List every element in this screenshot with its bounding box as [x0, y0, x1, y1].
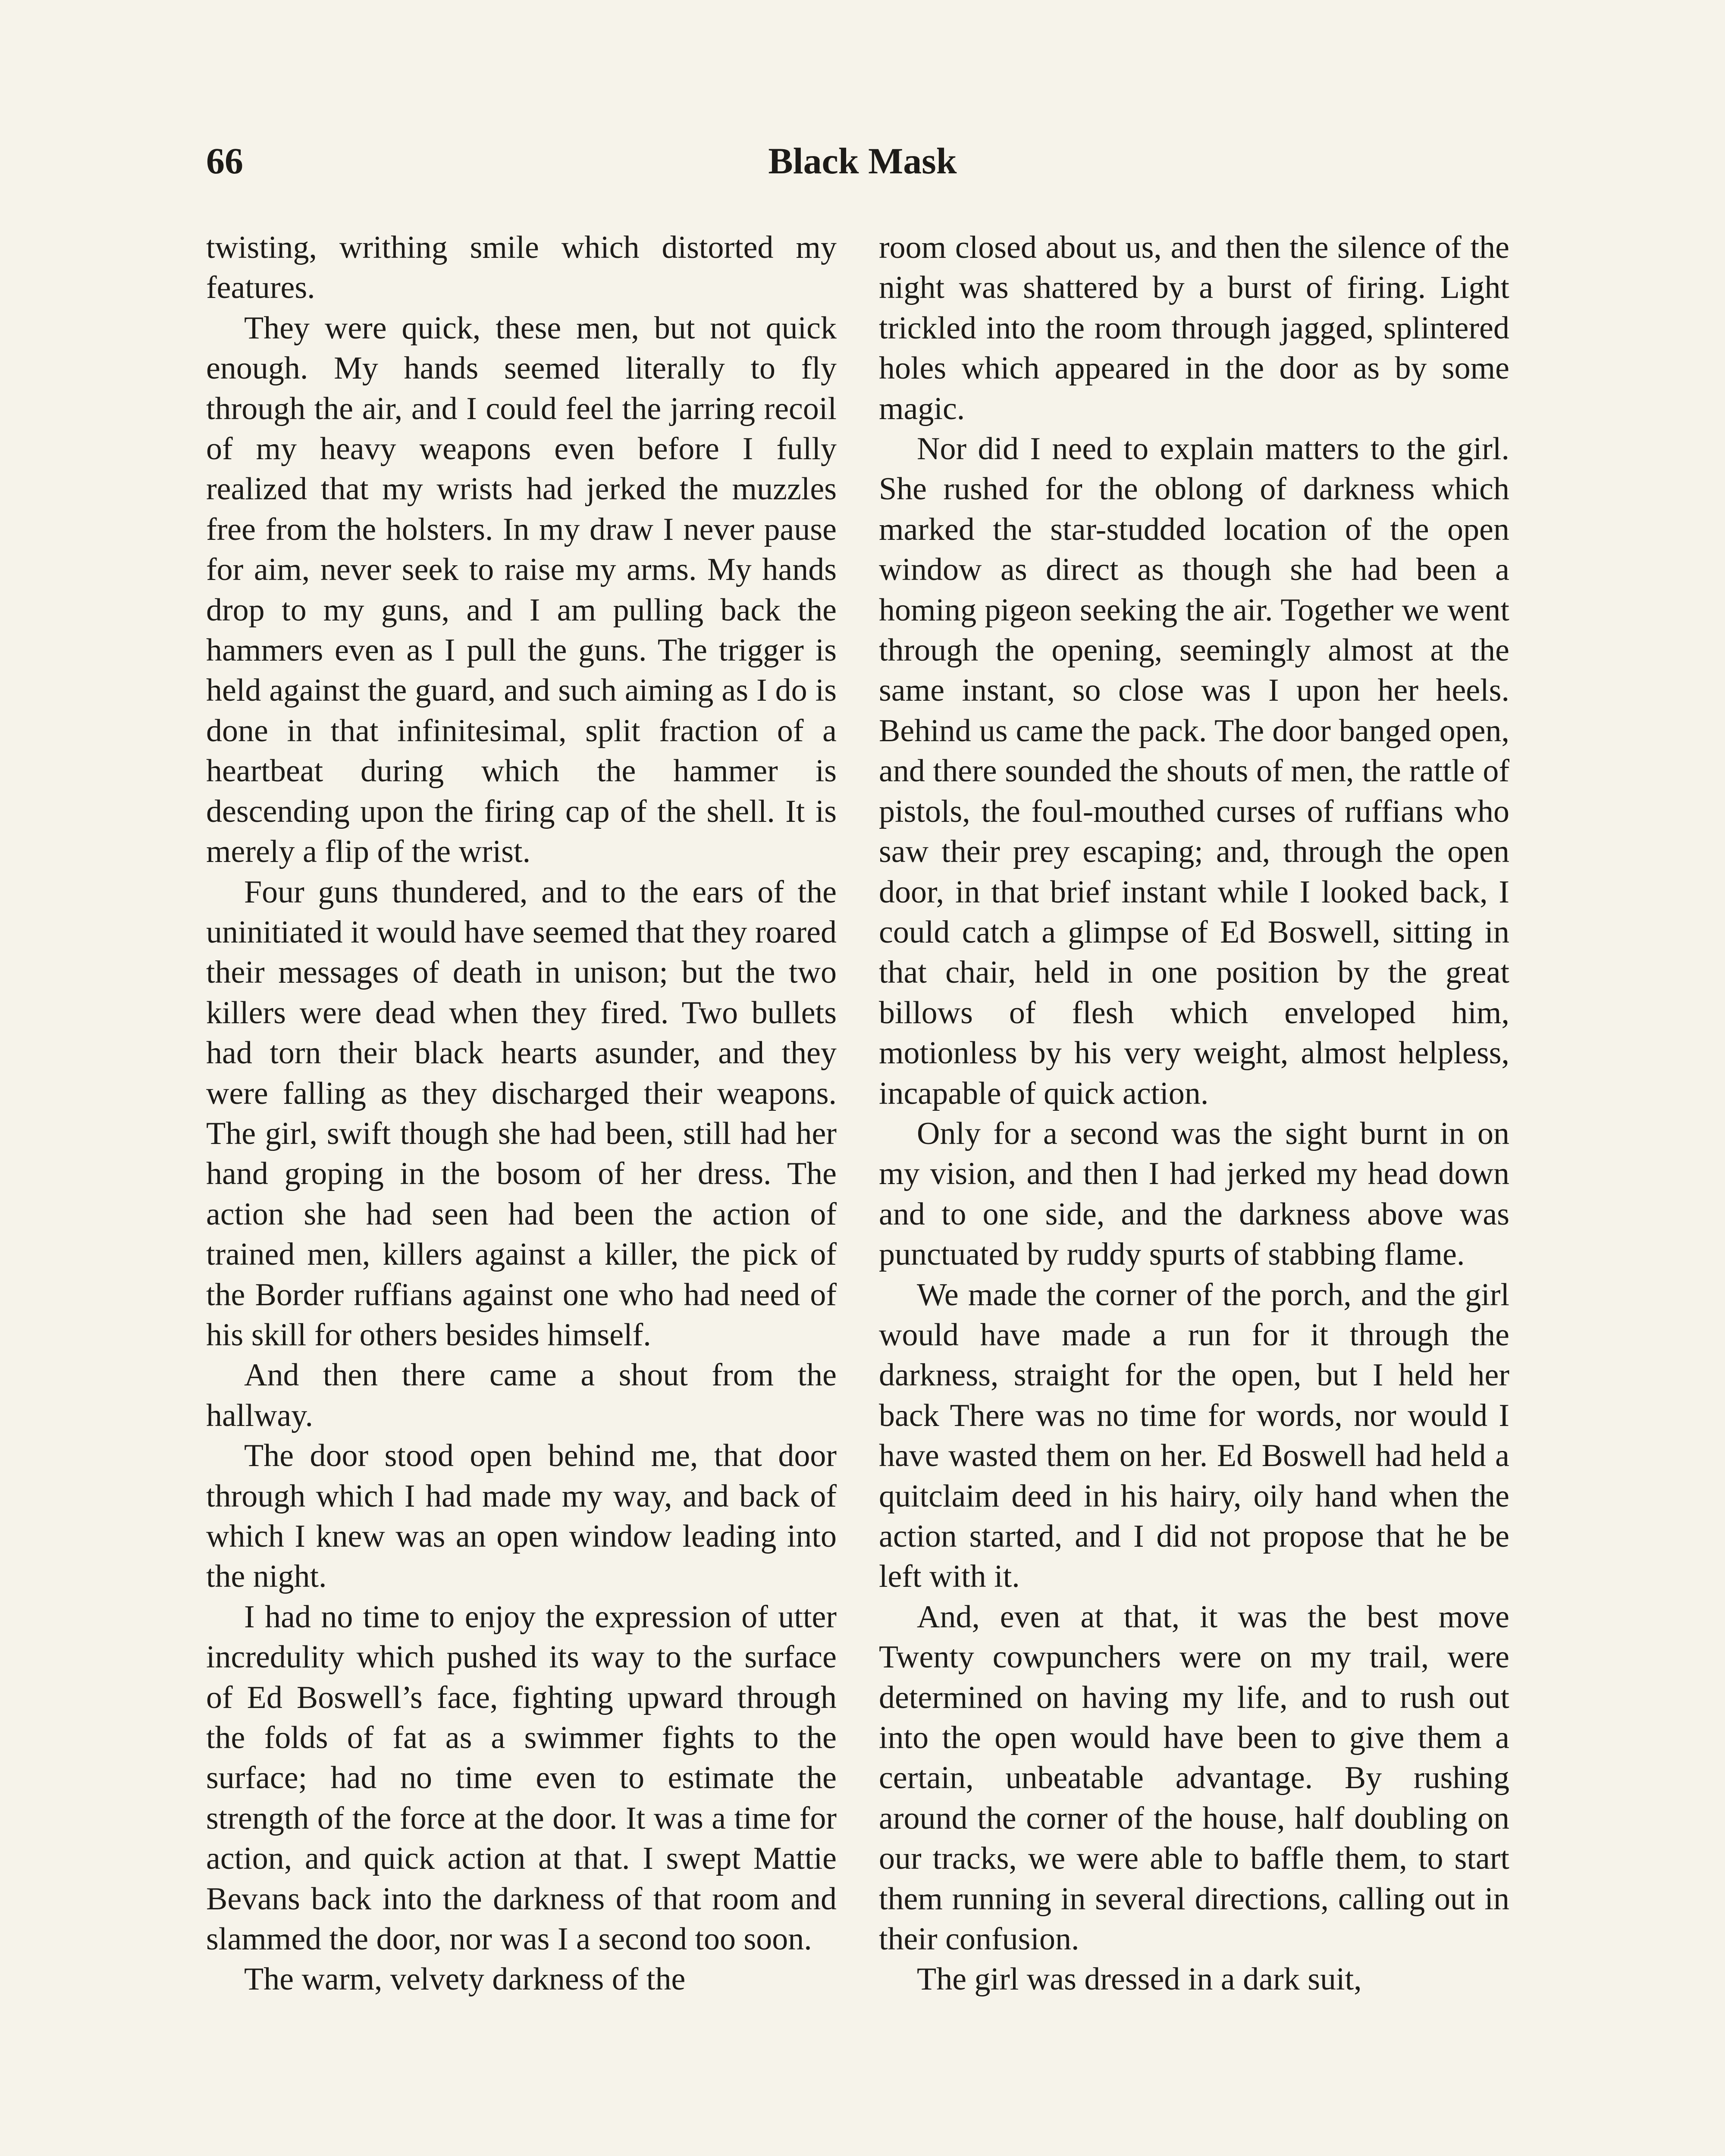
paragraph: And then there came a shout from the hallway.	[206, 1357, 837, 1433]
paragraph: They were quick, these men, but not quick enough. My hands seemed literally to fly through the air, and I could feel the jarring recoil of my heavy weapons even before I fully realized that my wrists had jerked the muzzles free from the holsters. In my draw I never pause for aim, never seek to raise my arms. My hands drop to my guns, and I am pulling back the hammers even as I pull the guns. The trigger is held against the guard, and such aiming as I do is done in that infinitesimal, split fraction of a heartbeat during which the hammer is descending upon the firing cap of the shell. It is merely a flip of the wrist.	[206, 310, 837, 870]
right-column	[879, 228, 1509, 2000]
paragraph: Nor did I need to explain matters to the girl. She rushed for the oblong of darkness which marked the star-studded location of the open window as direct as though she had been a homing pigeon seeking the air. Together we went through the opening, seemingly almost at the same instant, so close was I upon her heels. Behind us came the pack. The door banged open, and there sounded the shouts of men, the rattle of pistols, the foul-mouthed curses of ruffians who saw their prey escaping; and, through the open door, in that brief instant while I looked back, I could catch a glimpse of Ed Boswell, sitting in that chair, held in one position by the great billows of flesh which enveloped him, motionless by his very weight, almost helpless, incapable of quick action.	[879, 431, 1509, 1111]
paragraph: Four guns thundered, and to the ears of the uninitiated it would have seemed that they roared their messages of death in unison; but the two killers were dead when they fired. Two bullets had torn their black hearts asunder, and they were falling as they discharged their weapons. The girl, swift though she had been, still had her hand groping in the bosom of her dress. The action she had seen had been the action of trained men, killers against a killer, the pick of the Border ruffians against one who had need of his skill for others besides himself.	[206, 874, 837, 1353]
paragraph: The door stood open behind me, that door through which I had made my way, and back of which I knew was an open window leading into the night.	[206, 1438, 837, 1595]
paragraph: And, even at that, it was the best move Twenty cowpunchers were on my trail, were determined on having my life, and to rush out into the open would have been to give them a certain, unbeatable advantage. By rushing around the corner of the house, half doubling on our tracks, we were able to baffle them, to start them running in several directions, calling out in their confusion.	[879, 1599, 1509, 1957]
paragraph: The warm, velvety darkness of the	[244, 1962, 686, 1997]
paragraph: room closed about us, and then the silence of the night was shattered by a burst of firing. Light trickled into the room through jagged, splintered holes which appeared in the door as by some magic.	[879, 230, 1509, 426]
paragraph: I had no time to enjoy the expression of utter incredulity which pushed its way to the surface of Ed Boswell’s face, fighting upward through the folds of fat as a swimmer fights to the surface; had no time even to estimate the strength of the force at the door. It was a time for action, and quick action at that. I swept Mattie Bevans back into the darkness of that room and slammed the door, nor was I a second too soon.	[206, 1599, 837, 1957]
page-number: 66	[206, 140, 243, 182]
paragraph: twisting, writhing smile which distorted my features.	[206, 230, 837, 306]
left-column	[206, 228, 837, 2000]
running-head-title: Black Mask	[768, 140, 957, 182]
paragraph: We made the corner of the porch, and the girl would have made a run for it through the darkness, straight for the open, but I held her back There was no time for words, nor would I have wasted them on her. Ed Boswell had held a quitclaim deed in his hairy, oily hand when the action started, and I did not propose that he be left with it.	[879, 1277, 1509, 1595]
paragraph: Only for a second was the sight burnt in on my vision, and then I had jerked my head down and to one side, and the darkness above was punctuated by ruddy spurts of stabbing flame.	[879, 1116, 1509, 1272]
paragraph: The girl was dressed in a dark suit,	[917, 1962, 1362, 1997]
